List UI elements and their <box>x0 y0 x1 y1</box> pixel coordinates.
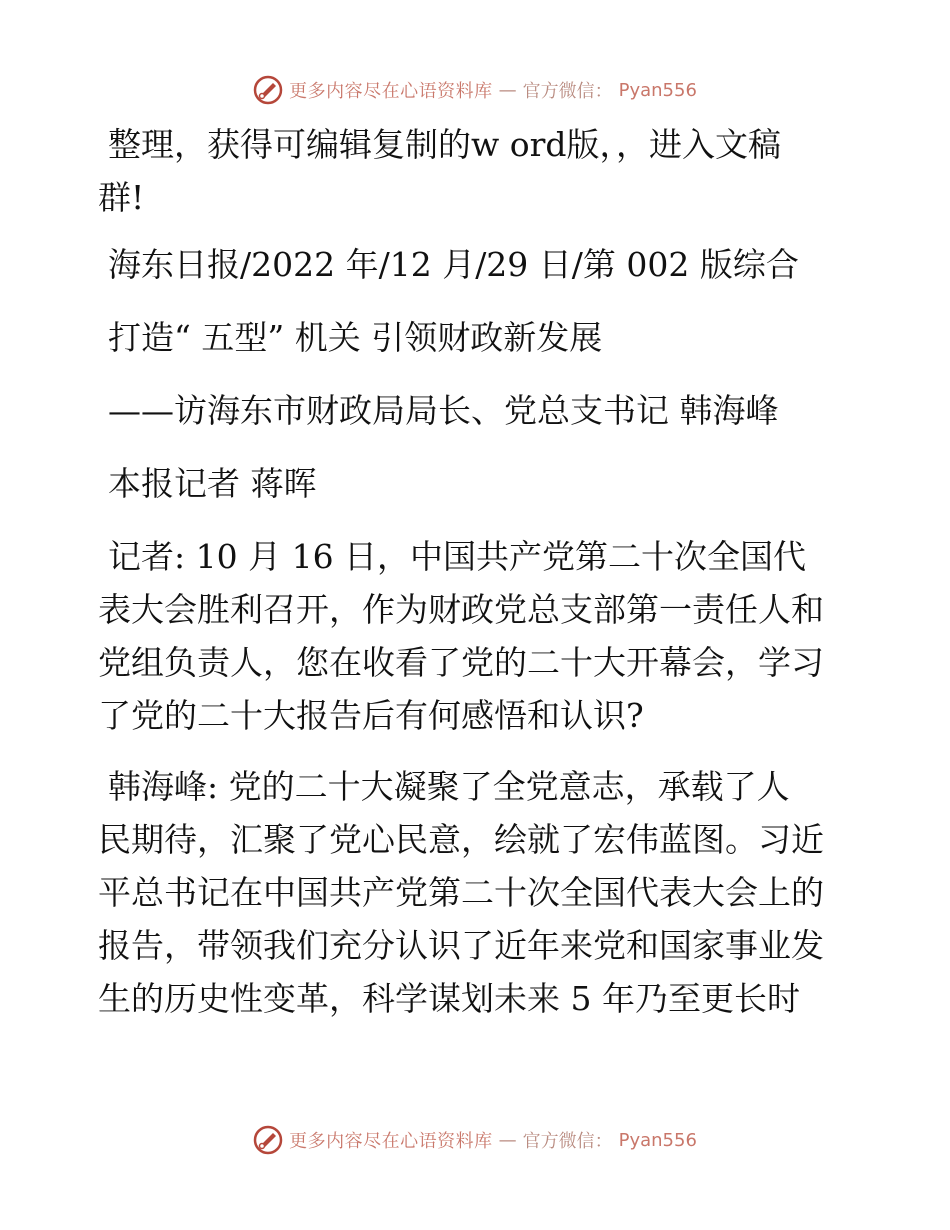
answer-line: 平总书记在中国共产党第二十次全国代表大会上的 <box>98 873 824 912</box>
watermark-id: Pyan556 <box>618 79 697 101</box>
watermark-label: 官方微信： <box>522 1131 613 1152</box>
article-title: 打造“ 五型” 机关 引领财政新发展 <box>108 318 603 357</box>
answer-line: 报告，带领我们充分认识了近年来党和国家事业发 <box>98 926 824 965</box>
question-paragraph <box>98 530 853 742</box>
watermark-id: Pyan556 <box>618 1129 697 1151</box>
question-line: 记者: 10 月 16 日，中国共产党第二十次全国代 <box>108 537 807 576</box>
logo-icon <box>253 75 283 105</box>
question-line: 党组负责人，您在收看了党的二十大开幕会，学习 <box>98 643 824 682</box>
question-line: 表大会胜利召开，作为财政党总支部第一责任人和 <box>98 590 824 629</box>
watermark-footer <box>0 1120 950 1160</box>
watermark-label: 官方微信： <box>522 81 613 102</box>
answer-line: 韩海峰: 党的二十大凝聚了全党意志，承载了人 <box>108 767 790 806</box>
answer-paragraph <box>98 760 853 1025</box>
watermark-dash: — <box>498 79 517 101</box>
logo-icon <box>253 1125 283 1155</box>
article-byline: 本报记者 蒋晖 <box>108 464 317 503</box>
watermark-text: 更多内容尽在心语资料库 <box>289 81 493 102</box>
watermark-text: 更多内容尽在心语资料库 <box>289 1131 493 1152</box>
article-subtitle: ——访海东市财政局局长、党总支书记 韩海峰 <box>108 391 779 430</box>
document-body <box>98 118 853 1043</box>
answer-line: 民期待，汇聚了党心民意，绘就了宏伟蓝图。习近 <box>98 820 824 859</box>
intro-line-1: 整理，获得可编辑复制的w ord版，，进入文稿 <box>108 125 782 164</box>
source-line: 海东日报/2022 年/12 月/29 日/第 002 版综合 <box>108 245 799 284</box>
answer-line: 生的历史性变革，科学谋划未来 5 年乃至更长时 <box>98 979 800 1018</box>
intro-paragraph <box>98 118 853 224</box>
watermark-dash: — <box>498 1129 517 1151</box>
watermark-header <box>0 70 950 110</box>
intro-line-2: 群! <box>98 178 145 217</box>
question-line: 了党的二十大报告后有何感悟和认识? <box>98 696 644 735</box>
